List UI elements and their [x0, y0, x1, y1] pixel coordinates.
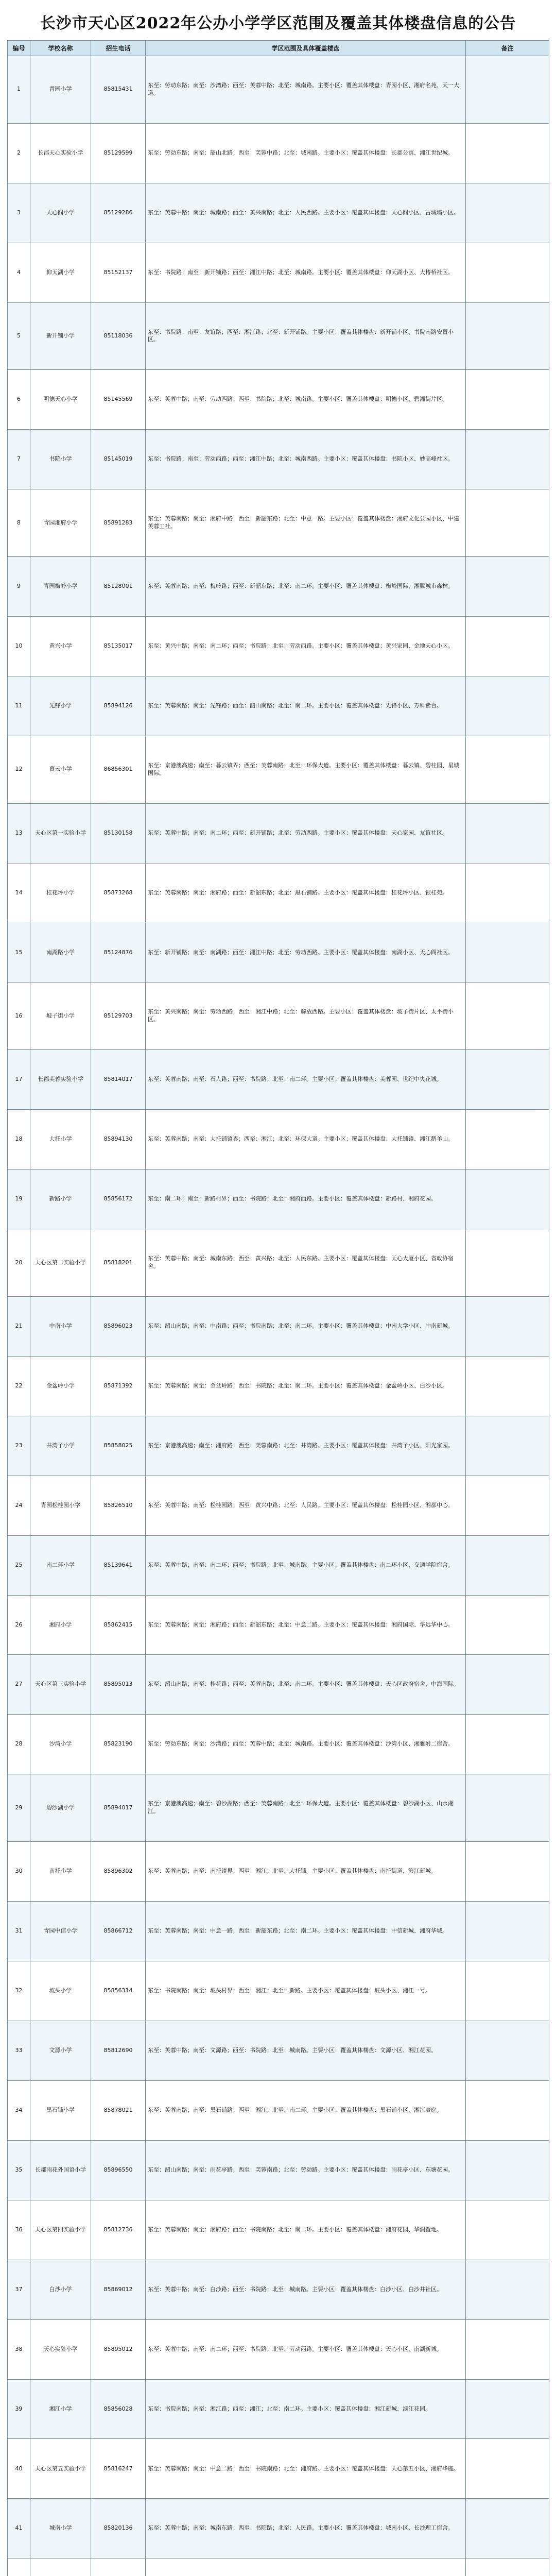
school-name: 青园湘府小学 — [30, 489, 91, 557]
table-row — [8, 1715, 549, 1774]
row-number: 34 — [8, 2080, 30, 2140]
row-note — [466, 2260, 549, 2319]
row-note — [466, 803, 549, 863]
school-name — [30, 2558, 91, 2576]
row-note — [466, 2080, 549, 2140]
school-district-table — [7, 40, 549, 2576]
school-phone: 85128001 — [91, 557, 146, 617]
row-number: 7 — [8, 430, 30, 489]
school-name: 南二环小学 — [30, 1535, 91, 1595]
table-row — [8, 430, 549, 489]
school-name: 南湖路小学 — [30, 923, 91, 982]
district-description: 东至：南二环；南至：新路村界；西至：书院路；北至：湘府西路。主要小区：覆盖其体楼盘：新路村、湘府花园。 — [146, 1170, 466, 1229]
school-phone: 85894130 — [91, 1110, 146, 1170]
row-number: 33 — [8, 2021, 30, 2080]
school-phone: 85818201 — [91, 1229, 146, 1297]
district-description: 东至：韶山南路；南至：雨花亭路；西至：芙蓉南路；北至：劳动路。主要小区：覆盖其体楼盘：雨花亭小区、东塘花园。 — [146, 2140, 466, 2200]
row-number: 28 — [8, 1715, 30, 1774]
school-phone: 85862415 — [91, 1595, 146, 1655]
school-name: 长郡天心实验小学 — [30, 123, 91, 183]
row-note — [466, 123, 549, 183]
school-name: 暮云小学 — [30, 736, 91, 803]
district-description: 东至：书院南路；南至：湘江路；西至：湘江；北至：南二环。主要小区：覆盖其体楼盘：湘江新城、滨江花园。 — [146, 2379, 466, 2439]
table-row — [8, 183, 549, 243]
row-number: 31 — [8, 1902, 30, 1961]
school-phone: 85856314 — [91, 1961, 146, 2021]
table-row — [8, 2080, 549, 2140]
table-row — [8, 1774, 549, 1842]
school-name: 天心区第一实验小学 — [30, 803, 91, 863]
school-phone — [91, 2558, 146, 2576]
row-note — [466, 1416, 549, 1476]
school-phone: 85858025 — [91, 1416, 146, 1476]
school-name: 新路小学 — [30, 1170, 91, 1229]
district-description: 东至：芙蓉南路；南至：黑石铺路；西至：湘江；北至：南二环。主要小区：覆盖其体楼盘：黑石铺小区、湘江豪庭。 — [146, 2080, 466, 2140]
district-description: 东至：书院南路；南至：坡头村界；西至：湘江；北至：新路。主要小区：覆盖其体楼盘：坡头小区、湘江一号。 — [146, 1961, 466, 2021]
row-number: 30 — [8, 1842, 30, 1902]
school-name: 天心阁小学 — [30, 183, 91, 243]
row-note — [466, 1356, 549, 1416]
row-number: 23 — [8, 1416, 30, 1476]
school-name: 南托小学 — [30, 1842, 91, 1902]
row-note — [466, 2379, 549, 2439]
school-phone: 85815431 — [91, 56, 146, 124]
table-row — [8, 1050, 549, 1110]
table-body — [8, 56, 549, 2576]
school-name: 天心区第三实验小学 — [30, 1655, 91, 1715]
school-phone: 85826510 — [91, 1476, 146, 1535]
school-phone: 85856028 — [91, 2379, 146, 2439]
row-number: 37 — [8, 2260, 30, 2319]
table-row — [8, 1229, 549, 1297]
school-name: 黄兴小学 — [30, 616, 91, 676]
table-row — [8, 123, 549, 183]
table-row — [8, 2499, 549, 2558]
row-number — [8, 2558, 30, 2576]
row-note — [466, 2021, 549, 2080]
row-number: 38 — [8, 2319, 30, 2379]
table-row — [8, 2260, 549, 2319]
table-row — [8, 1476, 549, 1535]
school-name: 先锋小学 — [30, 676, 91, 736]
school-phone: 85130158 — [91, 803, 146, 863]
table-row — [8, 1296, 549, 1356]
district-description: 东至：韶山南路；南至：中南路；西至：书院南路；北至：南二环。主要小区：覆盖其体楼盘：中南大学小区、中南新城。 — [146, 1296, 466, 1356]
row-note — [466, 430, 549, 489]
row-note — [466, 1296, 549, 1356]
district-description: 东至：芙蓉中路；南至：白沙路；西至：书院路；北至：城南路。主要小区：覆盖其体楼盘：白沙小区、白沙井社区。 — [146, 2260, 466, 2319]
row-number: 22 — [8, 1356, 30, 1416]
table-row — [8, 1595, 549, 1655]
school-phone: 85894126 — [91, 676, 146, 736]
school-name: 大托小学 — [30, 1110, 91, 1170]
table-row — [8, 803, 549, 863]
school-name: 沙湾小学 — [30, 1715, 91, 1774]
row-note — [466, 616, 549, 676]
school-name: 黑石铺小学 — [30, 2080, 91, 2140]
row-number: 16 — [8, 982, 30, 1050]
row-note — [466, 302, 549, 370]
row-note — [466, 370, 549, 430]
header-school-name: 学校名称 — [30, 41, 91, 56]
row-note — [466, 1476, 549, 1535]
table-row — [8, 370, 549, 430]
school-phone: 85894017 — [91, 1774, 146, 1842]
row-number: 18 — [8, 1110, 30, 1170]
row-note — [466, 2200, 549, 2260]
row-note — [466, 1170, 549, 1229]
row-number: 24 — [8, 1476, 30, 1535]
school-phone: 85871392 — [91, 1356, 146, 1416]
district-description: 东至：新开铺路；南至：南湖路；西至：湘江中路；北至：劳动西路。主要小区：覆盖其体楼盘：南湖小区、天心阁社区。 — [146, 923, 466, 982]
school-phone: 85812690 — [91, 2021, 146, 2080]
table-row — [8, 1416, 549, 1476]
school-name: 新开铺小学 — [30, 302, 91, 370]
school-phone: 85129286 — [91, 183, 146, 243]
district-description: 东至：芙蓉中路；南至：城南路；西至：黄兴南路；北至：人民西路。主要小区：覆盖其体楼盘：天心阁小区、古城墙小区。 — [146, 183, 466, 243]
school-phone: 85814017 — [91, 1050, 146, 1110]
row-number: 32 — [8, 1961, 30, 2021]
row-note — [466, 736, 549, 803]
school-phone: 85820136 — [91, 2499, 146, 2558]
district-description: 东至：芙蓉南路；南至：梅岭路；西至：新韶东路；北至：南二环。主要小区：覆盖其体楼盘：梅岭国际、湘腾城市森林。 — [146, 557, 466, 617]
district-description: 东至：劳动东路；南至：沙湾路；西至：芙蓉中路；北至：城南路。主要小区：覆盖其体楼盘：沙湾小区、湘雅附二宿舍。 — [146, 1715, 466, 1774]
school-name: 井湾子小学 — [30, 1416, 91, 1476]
school-name: 城南小学 — [30, 2499, 91, 2558]
school-name: 白沙小学 — [30, 2260, 91, 2319]
table-row — [8, 863, 549, 923]
table-row — [8, 1110, 549, 1170]
page-title: 长沙市天心区2022年公办小学学区范围及覆盖其体楼盘信息的公告 — [40, 14, 516, 32]
row-note — [466, 2140, 549, 2200]
row-number: 3 — [8, 183, 30, 243]
row-note — [466, 1902, 549, 1961]
table-row — [8, 676, 549, 736]
school-name: 书院小学 — [30, 430, 91, 489]
row-number: 2 — [8, 123, 30, 183]
row-number: 19 — [8, 1170, 30, 1229]
school-phone: 85129599 — [91, 123, 146, 183]
district-description: 东至：芙蓉中路；南至：南二环；西至：新开铺路；北至：劳动西路。主要小区：覆盖其体楼盘：天心家园、友谊社区。 — [146, 803, 466, 863]
row-note — [466, 1229, 549, 1297]
row-number: 35 — [8, 2140, 30, 2200]
table-row — [8, 2200, 549, 2260]
school-name: 中南小学 — [30, 1296, 91, 1356]
district-description: 东至：黄兴中路；南至：南二环；西至：书院路；北至：劳动西路。主要小区：覆盖其体楼盘：黄兴家园、金地天心小区。 — [146, 616, 466, 676]
district-description: 东至：芙蓉中路；南至：南二环；西至：书院路；北至：城南路。主要小区：覆盖其体楼盘：南二环小区、交通学院宿舍。 — [146, 1535, 466, 1595]
row-note — [466, 2439, 549, 2499]
school-name: 坡头小学 — [30, 1961, 91, 2021]
row-number: 8 — [8, 489, 30, 557]
table-row — [8, 2140, 549, 2200]
school-name: 仰天湖小学 — [30, 243, 91, 302]
row-number: 13 — [8, 803, 30, 863]
school-phone: 85139641 — [91, 1535, 146, 1595]
header-note: 备注 — [466, 41, 549, 56]
row-note — [466, 1961, 549, 2021]
district-description: 东至：书院路；南至：新开铺路；西至：湘江中路；北至：城南路。主要小区：覆盖其体楼盘：仰天湖小区、大椿桥社区。 — [146, 243, 466, 302]
school-name: 明德天心小学 — [30, 370, 91, 430]
school-name: 青园松桂园小学 — [30, 1476, 91, 1535]
row-number: 10 — [8, 616, 30, 676]
row-note — [466, 1715, 549, 1774]
school-name: 青园梅岭小学 — [30, 557, 91, 617]
table-row — [8, 736, 549, 803]
district-description: 东至：芙蓉中路；南至：松桂园路；西至：黄兴中路；北至：人民路。主要小区：覆盖其体楼盘：松桂园小区、湘都中心。 — [146, 1476, 466, 1535]
district-description: 东至：芙蓉中路；南至：南二环；西至：书院路；北至：劳动西路。主要小区：覆盖其体楼盘：天心小区、南湖新城。 — [146, 2319, 466, 2379]
row-note — [466, 1595, 549, 1655]
table-row — [8, 923, 549, 982]
row-number: 39 — [8, 2379, 30, 2439]
district-description: 东至：书院路；南至：友谊路；西至：湘江路；北至：新开铺路。主要小区：覆盖其体楼盘：新开铺小区、书院南路安置小区。 — [146, 302, 466, 370]
district-description: 东至：芙蓉中路；南至：城南东路；西至：黄兴路；北至：人民东路。主要小区：覆盖其体楼盘：天心大厦小区、省政协宿舍。 — [146, 1229, 466, 1297]
district-description: 东至：芙蓉南路；南至：湘府路；西至：新韶东路；北至：黑石铺路。主要小区：覆盖其体楼盘：桂花坪小区、银桂苑。 — [146, 863, 466, 923]
school-phone: 85823190 — [91, 1715, 146, 1774]
school-name: 桂花坪小学 — [30, 863, 91, 923]
table-row — [8, 1356, 549, 1416]
district-description: 东至：劳动东路；南至：沙湾路；西至：芙蓉中路；北至：城南路。主要小区：覆盖其体楼盘：青园小区、湘府名苑、天一大道。 — [146, 56, 466, 124]
district-description: 东至：芙蓉南路；南至：湘府路；西至：书院南路；北至：南二环。主要小区：覆盖其体楼盘：湘府花园、华润置地。 — [146, 2200, 466, 2260]
row-number: 5 — [8, 302, 30, 370]
header-number: 编号 — [8, 41, 30, 56]
row-note — [466, 676, 549, 736]
school-name: 天心区第四实验小学 — [30, 2200, 91, 2260]
district-description: 东至：芙蓉南路；南至：中意一路；西至：新韶东路；北至：南二环。主要小区：覆盖其体楼盘：中信新城、湘府华城。 — [146, 1902, 466, 1961]
table-row — [8, 2558, 549, 2576]
row-note — [466, 2499, 549, 2558]
district-description: 东至：芙蓉南路；南至：湘府中路；西至：新韶东路；北至：中意一路。主要小区：覆盖其体楼盘：湘府文化公园小区、中建芙蓉工社。 — [146, 489, 466, 557]
district-description: 东至：芙蓉中路；南至：文源路；西至：书院路；北至：城南路。主要小区：覆盖其体楼盘：文源小区、湘江花园。 — [146, 2021, 466, 2080]
row-number: 17 — [8, 1050, 30, 1110]
table-row — [8, 1535, 549, 1595]
row-note — [466, 183, 549, 243]
school-phone: 85145019 — [91, 430, 146, 489]
row-number: 4 — [8, 243, 30, 302]
row-number: 29 — [8, 1774, 30, 1842]
table-row — [8, 1842, 549, 1902]
row-note — [466, 56, 549, 124]
row-number: 15 — [8, 923, 30, 982]
school-name: 青园中信小学 — [30, 1902, 91, 1961]
school-phone: 85124876 — [91, 923, 146, 982]
district-description: 东至：芙蓉中路；南至：劳动西路；西至：书院路；北至：城南路。主要小区：覆盖其体楼盘：明德小区、碧湘街片区。 — [146, 370, 466, 430]
table-row — [8, 1655, 549, 1715]
school-name: 长郡雨花外国语小学 — [30, 2140, 91, 2200]
school-phone: 85856172 — [91, 1170, 146, 1229]
row-note — [466, 982, 549, 1050]
school-name: 天心区第五实验小学 — [30, 2439, 91, 2499]
row-note — [466, 923, 549, 982]
row-note — [466, 1110, 549, 1170]
row-note — [466, 1535, 549, 1595]
school-phone: 85873268 — [91, 863, 146, 923]
school-name: 天心实验小学 — [30, 2319, 91, 2379]
row-note — [466, 243, 549, 302]
district-description: 东至：京港澳高速；南至：碧沙湖路；西至：芙蓉南路；北至：环保大道。主要小区：覆盖其体楼盘：碧沙湖小区、山水湘江。 — [146, 1774, 466, 1842]
table-row — [8, 616, 549, 676]
row-note — [466, 1050, 549, 1110]
table-row — [8, 302, 549, 370]
school-name: 碧沙湖小学 — [30, 1774, 91, 1842]
table-row — [8, 557, 549, 617]
row-number: 6 — [8, 370, 30, 430]
row-number: 25 — [8, 1535, 30, 1595]
school-phone: 85869012 — [91, 2260, 146, 2319]
school-phone: 85895013 — [91, 1655, 146, 1715]
row-number: 12 — [8, 736, 30, 803]
district-description: 东至：芙蓉南路；南至：石人路；西至：书院路；北至：南二环。主要小区：覆盖其体楼盘：芙蓉园、世纪中央花城。 — [146, 1050, 466, 1110]
district-description: 东至：韶山南路；南至：桂花路；西至：芙蓉南路；北至：南二环。主要小区：覆盖其体楼盘：天心区政府宿舍、中海国际。 — [146, 1655, 466, 1715]
district-description: 东至：芙蓉南路；南至：大托铺镇界；西至：湘江；北至：环保大道。主要小区：覆盖其体楼盘：大托铺镇、湘江鹅羊山。 — [146, 1110, 466, 1170]
school-phone: 85152137 — [91, 243, 146, 302]
district-description: 东至：京港澳高速；南至：暮云镇界；西至：芙蓉南路；北至：环保大道。主要小区：覆盖其体楼盘：暮云镇、碧桂园、星城国际。 — [146, 736, 466, 803]
school-phone: 85812736 — [91, 2200, 146, 2260]
school-phone: 85895012 — [91, 2319, 146, 2379]
table-row — [8, 2379, 549, 2439]
row-note — [466, 1655, 549, 1715]
row-number: 1 — [8, 56, 30, 124]
school-phone: 86856301 — [91, 736, 146, 803]
school-name: 湘江小学 — [30, 2379, 91, 2439]
district-description: 东至：京港澳高速；南至：湘府路；西至：芙蓉南路；北至：井湾路。主要小区：覆盖其体楼盘：井湾子小区、阳光家园。 — [146, 1416, 466, 1476]
table-row — [8, 2319, 549, 2379]
table-row — [8, 1170, 549, 1229]
district-description: 东至：书院路；南至：劳动西路；西至：湘江中路；北至：城南西路。主要小区：覆盖其体楼盘：书院小区、妙高峰社区。 — [146, 430, 466, 489]
district-description: 东至：芙蓉南路；南至：南托镇界；西至：湘江；北至：大托铺。主要小区：覆盖其体楼盘：南托街道、滨江新城。 — [146, 1842, 466, 1902]
row-number: 21 — [8, 1296, 30, 1356]
row-note — [466, 863, 549, 923]
table-row — [8, 1961, 549, 2021]
school-phone: 85896023 — [91, 1296, 146, 1356]
school-name: 坡子街小学 — [30, 982, 91, 1050]
school-phone: 85816247 — [91, 2439, 146, 2499]
school-name: 天心区第二实验小学 — [30, 1229, 91, 1297]
school-phone: 85891283 — [91, 489, 146, 557]
district-description: 东至：芙蓉南路；南至：湘府路；西至：新韶东路；北至：中意二路。主要小区：覆盖其体楼盘：湘府国际、华远华中心。 — [146, 1595, 466, 1655]
row-number: 27 — [8, 1655, 30, 1715]
row-number: 14 — [8, 863, 30, 923]
row-note — [466, 557, 549, 617]
row-number: 9 — [8, 557, 30, 617]
school-phone: 85129703 — [91, 982, 146, 1050]
school-name: 湘府小学 — [30, 1595, 91, 1655]
row-number: 20 — [8, 1229, 30, 1297]
school-name: 长郡芙蓉实验小学 — [30, 1050, 91, 1110]
district-description: 东至：劳动东路；南至：韶山北路；西至：芙蓉中路；北至：城南路。主要小区：覆盖其体楼盘：长郡公寓、湘江世纪城。 — [146, 123, 466, 183]
table-row — [8, 982, 549, 1050]
school-phone: 85878021 — [91, 2080, 146, 2140]
district-description: 东至：芙蓉中路；南至：城南东路；西至：书院路；北至：人民路。主要小区：覆盖其体楼盘：城南小区、长沙理工宿舍。 — [146, 2499, 466, 2558]
header-district: 学区范围及具体覆盖楼盘 — [146, 41, 466, 56]
district-description — [146, 2558, 466, 2576]
school-name: 青园小学 — [30, 56, 91, 124]
district-description: 东至：芙蓉南路；南至：中意二路；西至：书院南路；北至：湘府路。主要小区：覆盖其体楼盘：天心第五小区、湘府华庭。 — [146, 2439, 466, 2499]
table-row — [8, 2439, 549, 2499]
row-number: 36 — [8, 2200, 30, 2260]
row-note — [466, 1774, 549, 1842]
district-description: 东至：黄兴南路；南至：劳动西路；西至：湘江中路；北至：解放西路。主要小区：覆盖其体楼盘：坡子街片区、太平街小区。 — [146, 982, 466, 1050]
header-phone: 招生电话 — [91, 41, 146, 56]
table-row — [8, 1902, 549, 1961]
table-row — [8, 56, 549, 124]
row-note — [466, 489, 549, 557]
district-description: 东至：芙蓉南路；南至：金盆岭路；西至：书院路；北至：南二环。主要小区：覆盖其体楼盘：金盆岭小区、白沙小区。 — [146, 1356, 466, 1416]
table-row — [8, 489, 549, 557]
school-phone: 85866712 — [91, 1902, 146, 1961]
table-row — [8, 243, 549, 302]
school-phone: 85135017 — [91, 616, 146, 676]
row-number: 11 — [8, 676, 30, 736]
row-note — [466, 2319, 549, 2379]
school-phone: 85145569 — [91, 370, 146, 430]
district-description: 东至：芙蓉南路；南至：先锋路；西至：韶山南路；北至：南二环。主要小区：覆盖其体楼盘：先锋小区、万科紫台。 — [146, 676, 466, 736]
row-number: 40 — [8, 2439, 30, 2499]
school-phone: 85896302 — [91, 1842, 146, 1902]
school-name: 金盆岭小学 — [30, 1356, 91, 1416]
table-row — [8, 2021, 549, 2080]
row-number: 26 — [8, 1595, 30, 1655]
row-note — [466, 2558, 549, 2576]
row-note — [466, 1842, 549, 1902]
table-header-row — [8, 41, 549, 56]
school-name: 文源小学 — [30, 2021, 91, 2080]
row-number: 41 — [8, 2499, 30, 2558]
school-phone: 85896550 — [91, 2140, 146, 2200]
school-phone: 85118036 — [91, 302, 146, 370]
